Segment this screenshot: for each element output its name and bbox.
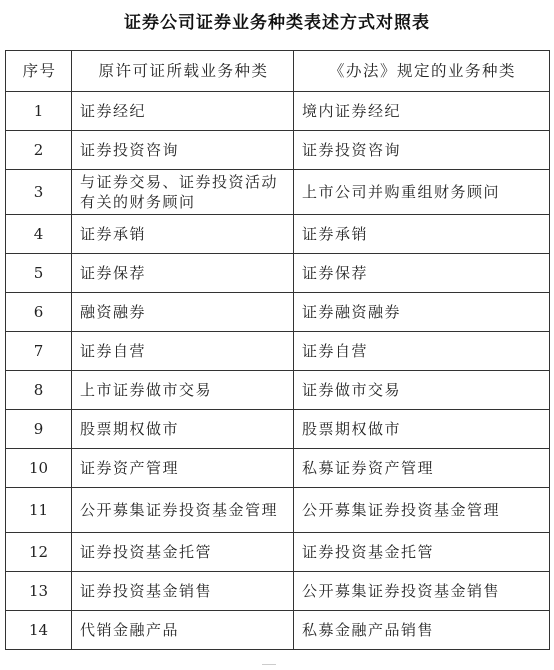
measures-business-type: 私募证券资产管理: [294, 449, 550, 488]
original-business-type: 证券保荐: [72, 254, 294, 293]
table-row: [6, 92, 550, 131]
measures-business-type: 公开募集证券投资基金管理: [294, 488, 550, 533]
page-edge-mark: [262, 664, 276, 669]
row-number: 10: [6, 449, 72, 488]
original-business-type: 证券投资基金销售: [72, 572, 294, 611]
measures-business-type: 私募金融产品销售: [294, 611, 550, 650]
measures-business-type: 证券自营: [294, 332, 550, 371]
original-business-type: 融资融券: [72, 293, 294, 332]
original-business-type: 代销金融产品: [72, 611, 294, 650]
original-business-type: 证券承销: [72, 215, 294, 254]
row-number: 1: [6, 92, 72, 131]
measures-business-type: 证券融资融券: [294, 293, 550, 332]
table-row: [6, 254, 550, 293]
table-row: [6, 371, 550, 410]
measures-business-type: 证券做市交易: [294, 371, 550, 410]
row-number: 12: [6, 533, 72, 572]
measures-business-type: 证券投资咨询: [294, 131, 550, 170]
original-business-type: 上市证券做市交易: [72, 371, 294, 410]
measures-business-type: 上市公司并购重组财务顾问: [294, 170, 550, 215]
measures-business-type: 股票期权做市: [294, 410, 550, 449]
row-number: 14: [6, 611, 72, 650]
page-title: 证券公司证券业务种类表述方式对照表: [124, 13, 430, 33]
measures-business-type: 证券承销: [294, 215, 550, 254]
row-number: 6: [6, 293, 72, 332]
row-number: 4: [6, 215, 72, 254]
row-number: 3: [6, 170, 72, 215]
original-business-type: 证券资产管理: [72, 449, 294, 488]
measures-business-type: 证券保荐: [294, 254, 550, 293]
table-header-row: [6, 51, 550, 92]
row-number: 2: [6, 131, 72, 170]
comparison-table: [5, 50, 550, 650]
original-business-type: 公开募集证券投资基金管理: [72, 488, 294, 533]
table-row: [6, 293, 550, 332]
table-row: [6, 488, 550, 533]
original-business-type: 证券自营: [72, 332, 294, 371]
table-row: [6, 170, 550, 215]
row-number: 8: [6, 371, 72, 410]
header-measures-business-type: 《办法》规定的业务种类: [294, 51, 550, 92]
original-business-type: 股票期权做市: [72, 410, 294, 449]
measures-business-type: 境内证券经纪: [294, 92, 550, 131]
row-number: 5: [6, 254, 72, 293]
row-number: 9: [6, 410, 72, 449]
table-row: [6, 332, 550, 371]
row-number: 13: [6, 572, 72, 611]
original-business-type: 证券经纪: [72, 92, 294, 131]
original-business-type: 证券投资咨询: [72, 131, 294, 170]
row-number: 7: [6, 332, 72, 371]
row-number: 11: [6, 488, 72, 533]
table-row: [6, 410, 550, 449]
original-business-type: 证券投资基金托管: [72, 533, 294, 572]
table-row: [6, 131, 550, 170]
table-row: [6, 215, 550, 254]
table-row: [6, 449, 550, 488]
header-original-business-type: 原许可证所载业务种类: [72, 51, 294, 92]
table-row: [6, 533, 550, 572]
measures-business-type: 证券投资基金托管: [294, 533, 550, 572]
header-serial-number: 序号: [6, 51, 72, 92]
table-row: [6, 572, 550, 611]
table-row: [6, 611, 550, 650]
measures-business-type: 公开募集证券投资基金销售: [294, 572, 550, 611]
original-business-type: 与证券交易、证券投资活动有关的财务顾问: [72, 170, 294, 215]
